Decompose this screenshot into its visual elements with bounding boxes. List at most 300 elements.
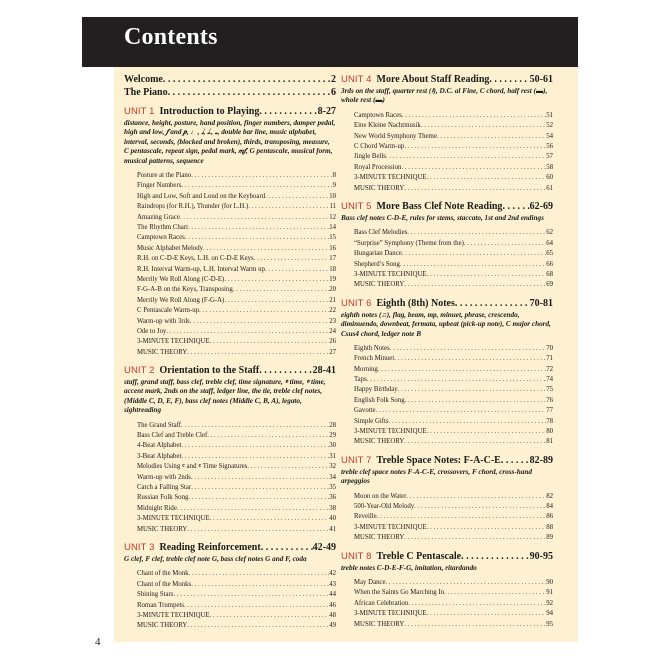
unit-heading — [124, 541, 336, 554]
item-page: 26 — [329, 338, 336, 346]
item-title: 3-MINUTE TECHNIQUE — [354, 270, 427, 278]
toc-item — [354, 523, 553, 533]
item-page: 61 — [546, 184, 553, 192]
unit-heading — [341, 200, 553, 213]
unit-pages: 62-69 — [529, 200, 553, 212]
unit-label: UNIT 7 — [341, 454, 372, 466]
dot-leader — [404, 533, 546, 543]
item-page: 49 — [329, 622, 336, 630]
entry-page: 6 — [331, 87, 336, 98]
dot-leader — [389, 417, 547, 427]
item-title: Midnight Ride — [137, 504, 177, 512]
item-title: MUSIC THEORY — [354, 534, 405, 542]
unit-label: UNIT 2 — [124, 365, 155, 377]
item-page: 22 — [329, 307, 336, 315]
toc-item — [354, 184, 553, 194]
dot-leader — [207, 431, 329, 441]
toc-item — [137, 580, 336, 590]
item-page: 82 — [546, 492, 553, 500]
unit-title: More Bass Clef Note Reading — [376, 200, 503, 212]
toc-item — [137, 181, 336, 191]
toc-item — [354, 142, 553, 152]
toc-item — [354, 502, 553, 512]
item-page: 35 — [329, 484, 336, 492]
dot-leader — [464, 239, 546, 249]
toc-item — [137, 233, 336, 243]
dot-leader — [190, 317, 330, 327]
dot-leader — [406, 492, 546, 502]
unit-pages: 82-89 — [529, 454, 553, 466]
item-page: 88 — [546, 523, 553, 531]
dot-leader — [199, 306, 329, 316]
dot-leader — [187, 621, 329, 631]
unit-item-list — [354, 228, 553, 290]
dot-leader — [377, 512, 547, 522]
item-title: Camptown Races — [354, 111, 402, 119]
unit-heading — [341, 454, 553, 467]
unit-description: G clef, F clef, treble clef note G, bass clef notes G and F, coda — [124, 554, 307, 563]
unit-pages: 90-95 — [529, 550, 553, 562]
item-title: MUSIC THEORY — [354, 184, 405, 192]
dot-leader — [191, 171, 332, 181]
toc-item — [137, 275, 336, 285]
item-title: Russian Folk Song — [137, 494, 189, 502]
unit-item-list — [354, 344, 553, 448]
toc-item — [354, 396, 553, 406]
toc-item — [137, 296, 336, 306]
item-title: Royal Procession — [354, 163, 402, 171]
toc-item — [137, 337, 336, 347]
toc-item — [354, 385, 553, 395]
toc-item — [354, 173, 553, 183]
item-title: MUSIC THEORY — [354, 620, 405, 628]
toc-item — [354, 599, 553, 609]
toc-item — [354, 132, 553, 142]
item-title: MUSIC THEORY — [137, 622, 188, 630]
item-page: 11 — [329, 203, 336, 211]
front-matter-entry — [124, 73, 336, 86]
unit-title: Treble Space Notes: F-A-C-E — [376, 454, 501, 466]
dot-leader — [224, 296, 329, 306]
unit-description: staff, grand staff, bass clef, treble clef, time signature, 𝄴 time, 𝄴 time, accent mark, 2nds on the staff, ledger line, the tie, treble clef notes, (Middle C, D, E, F), bass clef notes (Middle C, B, A), legato, sightreading — [124, 378, 326, 415]
item-page: 9 — [332, 182, 336, 190]
item-title: Warm-up with 2nds — [137, 473, 191, 481]
dot-leader — [407, 228, 546, 238]
item-title: R.H. Interval Warm-up, L.H. Interval Warm up — [137, 265, 265, 273]
dot-leader — [181, 421, 329, 431]
item-title: Happy Birthday — [354, 386, 398, 394]
toc-item — [354, 620, 553, 630]
unit-heading — [341, 73, 553, 86]
unit-title: Treble C Pentascale — [376, 550, 462, 562]
item-page: 20 — [329, 286, 336, 294]
item-title: C Chord Warm-up — [354, 142, 405, 150]
toc-item — [137, 421, 336, 431]
item-title: MUSIC THEORY — [354, 281, 405, 289]
dot-leader — [367, 375, 546, 385]
item-page: 74 — [546, 376, 553, 384]
item-page: 41 — [329, 525, 336, 533]
item-title: English Folk Song — [354, 396, 405, 404]
dot-leader — [427, 173, 547, 183]
item-title: Simple Gifts — [354, 417, 389, 425]
item-title: Ode to Joy — [137, 327, 167, 335]
unit-item-list — [354, 492, 553, 544]
item-title: French Minuet — [354, 355, 395, 363]
unit-section — [124, 105, 336, 358]
dot-leader — [427, 523, 547, 533]
dot-leader — [173, 590, 329, 600]
dot-leader — [414, 502, 546, 512]
toc-item — [137, 431, 336, 441]
item-title: Gavotte — [354, 407, 376, 415]
item-title: Chant of the Monk — [137, 570, 189, 578]
item-page: 70 — [546, 344, 553, 352]
front-matter — [124, 73, 336, 99]
dot-leader — [265, 265, 329, 275]
dot-leader — [248, 202, 329, 212]
unit-label: UNIT 3 — [124, 541, 155, 553]
unit-label: UNIT 4 — [341, 74, 372, 85]
item-title: Posture at the Piano — [137, 172, 192, 180]
dot-leader — [187, 348, 329, 358]
toc-item — [137, 254, 336, 264]
item-page: 31 — [329, 452, 336, 460]
toc-item — [354, 417, 553, 427]
right-column — [341, 73, 553, 636]
item-page: 38 — [329, 504, 336, 512]
item-page: 72 — [546, 365, 553, 373]
dot-leader — [259, 105, 317, 118]
toc-item — [354, 354, 553, 364]
toc-item — [354, 239, 553, 249]
item-title: New World Symphony Theme — [354, 132, 437, 140]
item-page: 81 — [546, 438, 553, 446]
item-page: 71 — [546, 355, 553, 363]
dot-leader — [394, 354, 546, 364]
dot-leader — [404, 184, 546, 194]
item-page: 16 — [329, 244, 336, 252]
unit-title: More About Staff Reading — [376, 74, 490, 85]
unit-item-list — [354, 111, 553, 194]
item-page: 21 — [329, 296, 336, 304]
toc-item — [354, 375, 553, 385]
unit-section — [124, 364, 336, 535]
item-page: 15 — [329, 234, 336, 242]
item-title: The Rhythm Chart — [137, 223, 188, 231]
unit-title: Orientation to the Staff — [159, 365, 260, 377]
toc-item — [354, 578, 553, 588]
item-title: Camptown Races — [137, 234, 185, 242]
item-page: 80 — [546, 428, 553, 436]
unit-pages: 8-27 — [317, 106, 336, 117]
item-title: “Surprise” Symphony (Theme from the) — [354, 239, 464, 247]
left-column — [124, 73, 336, 638]
unit-title: Introduction to Playing — [159, 106, 260, 117]
item-page: 30 — [329, 442, 336, 450]
item-page: 84 — [546, 503, 553, 511]
dot-leader — [265, 192, 329, 202]
dot-leader — [261, 541, 313, 554]
dot-leader — [461, 550, 530, 563]
unit-heading — [124, 105, 336, 118]
dot-leader — [404, 620, 546, 630]
toc-item — [354, 365, 553, 375]
toc-item — [354, 492, 553, 502]
dot-leader — [168, 86, 331, 99]
item-page: 65 — [546, 250, 553, 258]
dot-leader — [400, 260, 546, 270]
unit-pages: 70-81 — [529, 297, 553, 309]
item-title: Merrily We Roll Along (C-D-E) — [137, 275, 225, 283]
item-page: 52 — [546, 122, 553, 130]
toc-item — [354, 533, 553, 543]
item-title: Eine Kleine Nachtmusik — [354, 122, 421, 130]
dot-leader — [455, 297, 530, 310]
page-number: 4 — [95, 636, 101, 648]
unit-item-list — [137, 171, 336, 358]
toc-item — [137, 265, 336, 275]
item-title: Bass Clef and Treble Clef — [137, 432, 208, 440]
toc-item — [354, 344, 553, 354]
item-title: 500-Year-Old Melody — [354, 503, 415, 511]
item-page: 51 — [546, 111, 553, 119]
unit-label: UNIT 5 — [341, 200, 372, 212]
dot-leader — [401, 163, 546, 173]
item-title: Chant of the Monks — [137, 580, 192, 588]
dot-leader — [398, 385, 547, 395]
item-title: Finger Numbers — [137, 182, 182, 190]
dot-leader — [444, 588, 546, 598]
dot-leader — [210, 337, 330, 347]
dot-leader — [404, 142, 546, 152]
toc-item — [354, 588, 553, 598]
dot-leader — [163, 73, 331, 86]
item-title: MUSIC THEORY — [354, 438, 405, 446]
dot-leader — [203, 244, 329, 254]
contents-panel — [114, 67, 578, 642]
unit-pages: 28-41 — [312, 365, 336, 377]
item-page: 68 — [546, 270, 553, 278]
toc-item — [137, 493, 336, 503]
dot-leader — [386, 152, 546, 162]
item-page: 8 — [332, 172, 336, 180]
dot-leader — [376, 406, 547, 416]
item-page: 91 — [546, 589, 553, 597]
toc-item — [137, 306, 336, 316]
dot-leader — [386, 578, 547, 588]
toc-item — [354, 163, 553, 173]
item-title: R.H. on C-D-E Keys, L.H. on C-D-E Keys — [137, 255, 254, 263]
unit-label: UNIT 1 — [124, 106, 155, 117]
item-page: 54 — [546, 132, 553, 140]
dot-leader — [191, 580, 329, 590]
dot-leader — [427, 270, 547, 280]
item-title: Hungarian Dance — [354, 250, 402, 258]
item-page: 12 — [329, 213, 336, 221]
unit-heading — [124, 364, 336, 377]
item-page: 69 — [546, 281, 553, 289]
item-page: 95 — [546, 620, 553, 628]
item-page: 43 — [329, 580, 336, 588]
dot-leader — [259, 364, 312, 377]
item-title: High and Low, Soft and Loud on the Keyboard — [137, 192, 266, 200]
unit-description: 3rds on the staff, quarter rest (𝄽), D.C. al Fine, C chord, half rest (▬), whole rest (▬) — [341, 87, 548, 105]
item-title: Shepherd’s Song — [354, 260, 400, 268]
item-title: Catch a Falling Star — [137, 484, 192, 492]
toc-item — [354, 228, 553, 238]
unit-description: eighth notes (♫), flag, beam, mp, minuet, phrase, crescendo, diminuendo, downbeat, fermata, upbeat (pick-up note), C major chord, Csus4 chord, ledger note B — [341, 310, 551, 338]
dot-leader — [184, 601, 329, 611]
dot-leader — [427, 427, 547, 437]
item-title: 3-Beat Alphabet — [137, 452, 182, 460]
toc-item — [137, 504, 336, 514]
dot-leader — [181, 452, 329, 462]
item-title: 3-MINUTE TECHNIQUE — [354, 610, 427, 618]
toc-item — [137, 621, 336, 631]
item-page: 36 — [329, 494, 336, 502]
item-title: 3-MINUTE TECHNIQUE — [137, 515, 210, 523]
unit-section — [341, 200, 553, 291]
item-page: 14 — [329, 223, 336, 231]
item-title: 3-MINUTE TECHNIQUE — [137, 611, 210, 619]
unit-section — [341, 454, 553, 544]
dot-leader — [224, 275, 329, 285]
item-title: Taps — [354, 376, 367, 384]
dot-leader — [402, 111, 546, 121]
unit-description: treble clef space notes F-A-C-E, crossovers, F chord, cross-hand arpeggios — [341, 467, 532, 486]
toc-item — [137, 202, 336, 212]
dot-leader — [404, 437, 546, 447]
toc-item — [137, 514, 336, 524]
dot-leader — [210, 611, 330, 621]
entry-title: The Piano — [124, 87, 168, 98]
item-page: 62 — [546, 229, 553, 237]
item-page: 29 — [329, 432, 336, 440]
toc-item — [137, 192, 336, 202]
dot-leader — [390, 344, 547, 354]
unit-title: Eighth (8th) Notes — [376, 297, 455, 309]
item-page: 32 — [329, 463, 336, 471]
dot-leader — [421, 121, 546, 131]
item-title: Raindrops (for R.H.), Thunder (for L.H.) — [137, 203, 249, 211]
item-title: When the Saints Go Marching In — [354, 589, 445, 597]
item-title: The Grand Staff — [137, 421, 182, 429]
toc-item — [354, 249, 553, 259]
unit-item-list — [137, 569, 336, 631]
unit-title: Reading Reinforcement — [159, 541, 261, 553]
unit-section — [124, 541, 336, 632]
item-title: Melodies Using 𝄴 and 𝄴 Time Signatures — [137, 463, 248, 471]
item-page: 28 — [329, 421, 336, 429]
item-page: 57 — [546, 153, 553, 161]
item-title: Shining Stars — [137, 591, 174, 599]
item-page: 66 — [546, 260, 553, 268]
dot-leader — [247, 462, 329, 472]
toc-item — [137, 611, 336, 621]
unit-description: Bass clef notes C-D-E, rules for stems, staccato, 1st and 2nd endings — [341, 213, 544, 222]
item-page: 86 — [546, 513, 553, 521]
toc-item — [137, 452, 336, 462]
item-page: 89 — [546, 534, 553, 542]
item-page: 56 — [546, 142, 553, 150]
dot-leader — [187, 525, 329, 535]
toc-item — [137, 327, 336, 337]
item-page: 27 — [329, 348, 336, 356]
dot-leader — [378, 365, 546, 375]
unit-label: UNIT 8 — [341, 550, 372, 562]
unit-description: distance, height, posture, hand position, finger numbers, damper pedal, high and low, 𝆑 and 𝆏, ♩, 𝅗𝅥, 𝅗𝅥., 𝅝, double bar line, music alphabet, interval, seconds, (blocked and broken), thirds, transposing, measure, C pentascale, repeat sign, pedal mark, 𝆐𝆑, G pentascale, musical form, musical patterns, sequence — [124, 119, 336, 165]
toc-item — [137, 244, 336, 254]
item-title: 3-MINUTE TECHNIQUE — [354, 174, 427, 182]
dot-leader — [233, 285, 329, 295]
item-title: Merrily We Roll Along (F-G-A) — [137, 296, 225, 304]
dot-leader — [189, 569, 330, 579]
item-title: Bass Clef Melodies — [354, 229, 408, 237]
dot-leader — [210, 514, 330, 524]
toc-item — [354, 437, 553, 447]
item-title: MUSIC THEORY — [137, 525, 188, 533]
item-title: Roman Trumpets — [137, 601, 185, 609]
item-title: Music Alphabet Melody — [137, 244, 204, 252]
toc-item — [354, 512, 553, 522]
item-page: 17 — [329, 255, 336, 263]
toc-item — [354, 406, 553, 416]
item-title: F-G-A-B on the Keys, Transposing — [137, 286, 233, 294]
item-page: 23 — [329, 317, 336, 325]
header-banner — [82, 17, 578, 67]
toc-item — [137, 348, 336, 358]
unit-item-list — [354, 578, 553, 630]
toc-item — [137, 569, 336, 579]
toc-item — [137, 213, 336, 223]
item-page: 92 — [546, 599, 553, 607]
toc-item — [354, 260, 553, 270]
item-page: 77 — [546, 407, 553, 415]
entry-page: 2 — [331, 74, 336, 85]
toc-item — [354, 270, 553, 280]
page-title: Contents — [124, 24, 218, 50]
front-matter-entry — [124, 86, 336, 99]
item-page: 78 — [546, 417, 553, 425]
toc-item — [137, 317, 336, 327]
item-title: 3-MINUTE TECHNIQUE — [137, 338, 210, 346]
item-page: 60 — [546, 174, 553, 182]
dot-leader — [181, 441, 329, 451]
toc-item — [354, 121, 553, 131]
dot-leader — [408, 599, 546, 609]
unit-pages: 50-61 — [529, 74, 553, 85]
toc-item — [137, 441, 336, 451]
dot-leader — [254, 254, 330, 264]
dot-leader — [181, 181, 332, 191]
item-page: 58 — [546, 163, 553, 171]
item-page: 42 — [329, 570, 336, 578]
item-page: 94 — [546, 610, 553, 618]
toc-item — [137, 483, 336, 493]
unit-section — [341, 550, 553, 630]
dot-leader — [177, 504, 329, 514]
item-page: 34 — [329, 473, 336, 481]
item-page: 44 — [329, 591, 336, 599]
item-title: Jingle Bells — [354, 153, 386, 161]
unit-heading — [341, 297, 553, 310]
toc-item — [354, 609, 553, 619]
dot-leader — [427, 609, 547, 619]
item-title: Morning — [354, 365, 378, 373]
toc-item — [137, 601, 336, 611]
dot-leader — [188, 493, 329, 503]
